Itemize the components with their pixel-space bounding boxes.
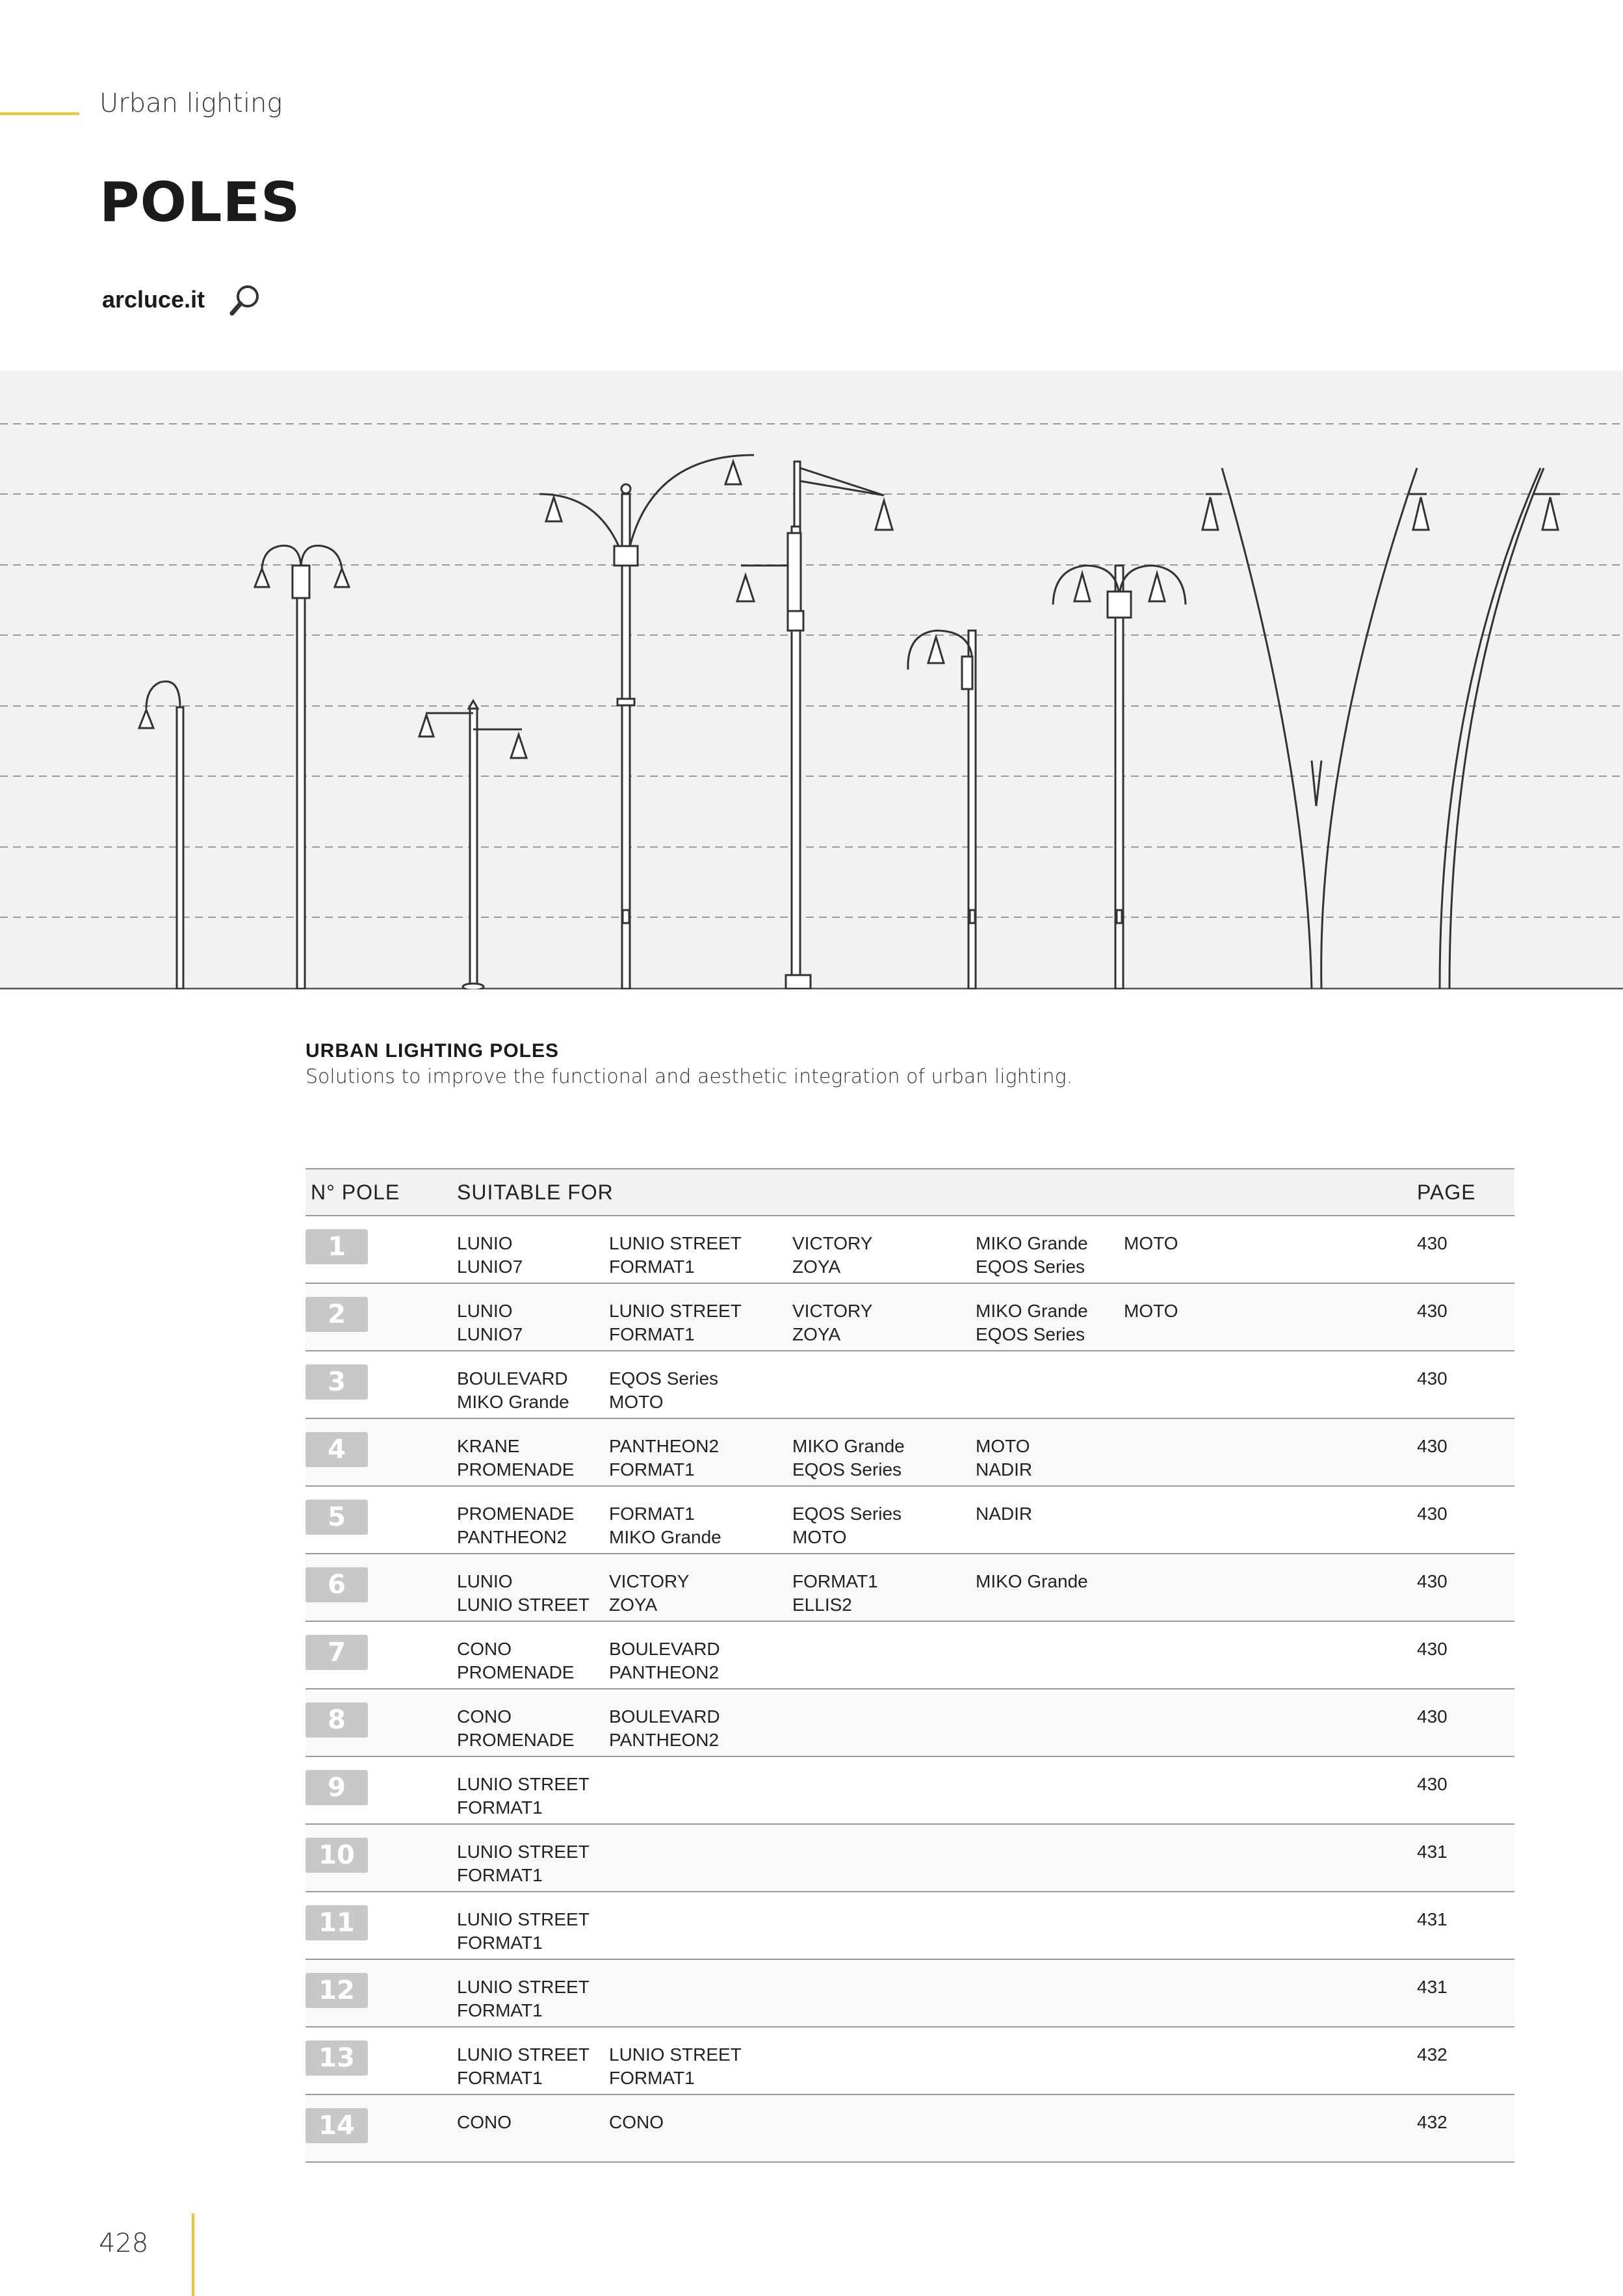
pole-number-cell [305, 1689, 452, 1756]
suitable-cell [792, 1418, 975, 1486]
product-name: FORMAT1 [457, 2068, 543, 2088]
product-name: BOULEVARD [457, 1368, 568, 1389]
product-name: MIKO Grande [976, 1301, 1088, 1321]
product-name: CONO [609, 2112, 664, 2132]
suitable-cell [608, 1554, 792, 1621]
suitable-cell [792, 1689, 975, 1756]
suitable-cell [792, 2094, 975, 2162]
product-name: LUNIO7 [457, 1257, 523, 1277]
product-name: FORMAT1 [609, 1459, 695, 1480]
pole-number-badge: 9 [305, 1770, 368, 1805]
product-name: VICTORY [609, 1571, 690, 1591]
pole-number-badge: 1 [305, 1229, 368, 1264]
footer-accent-line [192, 2213, 194, 2296]
product-name: ZOYA [792, 1324, 841, 1344]
website-link[interactable]: arcluce.it [102, 286, 205, 313]
product-name: MIKO Grande [976, 1571, 1088, 1591]
suitable-cell [792, 1351, 975, 1418]
table-row [305, 1486, 1514, 1554]
intro-text: Solutions to improve the functional and aesthetic integration of urban lighting. [305, 1065, 1073, 1088]
pole-number-cell [305, 1621, 452, 1689]
page-title: POLES [99, 170, 301, 234]
pole-number-badge: 2 [305, 1297, 368, 1332]
product-name: NADIR [976, 1459, 1033, 1480]
pole-number-badge: 7 [305, 1635, 368, 1670]
suitable-cell [452, 2027, 608, 2094]
suitable-cell [792, 1621, 975, 1689]
suitable-cell [608, 1824, 792, 1892]
suitable-cell [975, 1824, 1123, 1892]
product-name: CONO [457, 1706, 512, 1727]
page-cell: 431 [1417, 1977, 1448, 1997]
product-name: MIKO Grande [609, 1527, 721, 1547]
table-row [305, 1216, 1514, 1283]
product-name: MOTO [1124, 1301, 1178, 1321]
suitable-cell [975, 1554, 1123, 1621]
pole-number-cell [305, 1418, 452, 1486]
pole-number-cell [305, 1554, 452, 1621]
page-cell: 430 [1417, 1774, 1448, 1794]
suitable-cell [1123, 2027, 1417, 2094]
product-name: EQOS Series [976, 1257, 1085, 1277]
product-name: LUNIO [457, 1571, 513, 1591]
pole-number-cell [305, 1486, 452, 1554]
page-number: 428 [99, 2228, 149, 2258]
product-name: PANTHEON2 [609, 1436, 720, 1456]
suitable-cell [1123, 1554, 1417, 1621]
table-row [305, 2094, 1514, 2162]
suitable-cell [452, 1216, 608, 1283]
table-header-row [305, 1169, 1514, 1216]
page-cell: 430 [1417, 1233, 1448, 1253]
suitable-cell [1123, 1486, 1417, 1554]
suitable-cell [452, 1756, 608, 1824]
pole-number-badge: 5 [305, 1500, 368, 1535]
product-name: PANTHEON2 [609, 1662, 720, 1682]
suitable-cell [608, 1689, 792, 1756]
product-name: FORMAT1 [609, 1257, 695, 1277]
suitable-cell [608, 1418, 792, 1486]
pole-number-cell [305, 1824, 452, 1892]
product-name: LUNIO STREET [609, 1301, 742, 1321]
header-accent-line [0, 112, 79, 115]
product-name: CONO [457, 2112, 512, 2132]
suitable-cell [608, 1959, 792, 2027]
header-suitable: SUITABLE FOR [457, 1180, 614, 1204]
suitable-cell [792, 2027, 975, 2094]
pole-number-cell [305, 2094, 452, 2162]
suitable-cell [792, 1554, 975, 1621]
suitable-cell [608, 2027, 792, 2094]
suitable-cell [975, 1351, 1123, 1418]
suitable-cell [792, 1959, 975, 2027]
suitable-cell [792, 1283, 975, 1351]
pole-number-cell [305, 1351, 452, 1418]
product-name: FORMAT1 [609, 2068, 695, 2088]
pole-number-cell [305, 2027, 452, 2094]
pole-number-cell [305, 1216, 452, 1283]
suitable-cell [792, 1892, 975, 1959]
suitable-cell [608, 1892, 792, 1959]
product-name: MOTO [1124, 1233, 1178, 1253]
pole-number-badge: 10 [305, 1838, 368, 1873]
suitable-cell [1123, 1283, 1417, 1351]
pole-number-badge: 3 [305, 1364, 368, 1400]
page-cell: 431 [1417, 1909, 1448, 1929]
pole-number-cell [305, 1892, 452, 1959]
product-name: ZOYA [792, 1257, 841, 1277]
poles-illustration [0, 371, 1623, 989]
suitable-cell [608, 2094, 792, 2162]
suitable-cell [452, 1892, 608, 1959]
suitable-cell [1123, 1892, 1417, 1959]
page-cell: 430 [1417, 1571, 1448, 1591]
product-name: ZOYA [609, 1595, 658, 1615]
product-name: LUNIO STREET [457, 1909, 590, 1929]
suitable-cell [452, 2094, 608, 2162]
suitable-cell [1123, 1351, 1417, 1418]
table-row [305, 1824, 1514, 1892]
product-name: MIKO Grande [792, 1436, 905, 1456]
product-name: LUNIO STREET [457, 2044, 590, 2065]
suitable-cell [1123, 1216, 1417, 1283]
suitable-cell [452, 1554, 608, 1621]
suitable-cell [1123, 1418, 1417, 1486]
pole-number-badge: 13 [305, 2041, 368, 2076]
page-cell: 432 [1417, 2112, 1448, 2132]
product-name: LUNIO [457, 1233, 513, 1253]
suitable-cell [608, 1486, 792, 1554]
suitable-cell [975, 1689, 1123, 1756]
product-name: VICTORY [792, 1301, 873, 1321]
product-name: CONO [457, 1639, 512, 1659]
table-row [305, 1892, 1514, 1959]
pole-number-badge: 12 [305, 1973, 368, 2008]
suitable-cell [975, 2094, 1123, 2162]
suitable-cell [452, 1486, 608, 1554]
pole-number-badge: 11 [305, 1905, 368, 1940]
page-cell: 430 [1417, 1504, 1448, 1524]
table-row [305, 1689, 1514, 1756]
page-cell: 430 [1417, 1639, 1448, 1659]
product-name: LUNIO [457, 1301, 513, 1321]
suitable-cell [608, 1756, 792, 1824]
product-name: MOTO [792, 1527, 847, 1547]
product-name: EQOS Series [976, 1324, 1085, 1344]
product-name: PROMENADE [457, 1730, 575, 1750]
product-name: BOULEVARD [609, 1706, 720, 1727]
suitable-cell [452, 1418, 608, 1486]
product-name: FORMAT1 [609, 1504, 695, 1524]
page-cell: 430 [1417, 1706, 1448, 1727]
suitable-cell [792, 1216, 975, 1283]
suitable-cell [452, 1689, 608, 1756]
table-row [305, 1351, 1514, 1418]
table-row [305, 2027, 1514, 2094]
suitable-cell [975, 1486, 1123, 1554]
product-name: FORMAT1 [609, 1324, 695, 1344]
pole-number-badge: 8 [305, 1702, 368, 1738]
product-name: FORMAT1 [457, 1933, 543, 1953]
suitable-cell [1123, 1689, 1417, 1756]
suitable-cell [1123, 1621, 1417, 1689]
suitable-cell [608, 1621, 792, 1689]
product-name: FORMAT1 [792, 1571, 878, 1591]
suitable-cell [792, 1756, 975, 1824]
suitable-cell [608, 1216, 792, 1283]
suitable-cell [452, 1959, 608, 2027]
product-name: KRANE [457, 1436, 520, 1456]
suitable-cell [1123, 1756, 1417, 1824]
page-cell: 432 [1417, 2044, 1448, 2065]
table-row [305, 1959, 1514, 2027]
pole-number-badge: 6 [305, 1567, 368, 1602]
product-name: FORMAT1 [457, 1865, 543, 1885]
pole-number-badge: 4 [305, 1432, 368, 1467]
product-name: EQOS Series [609, 1368, 719, 1389]
suitable-cell [975, 1756, 1123, 1824]
product-name: PANTHEON2 [457, 1527, 567, 1547]
product-name: PROMENADE [457, 1662, 575, 1682]
suitable-cell [1123, 2094, 1417, 2162]
intro-title: URBAN LIGHTING POLES [305, 1040, 560, 1062]
page-cell: 430 [1417, 1368, 1448, 1389]
product-name: NADIR [976, 1504, 1033, 1524]
section-label: Urban lighting [99, 88, 283, 118]
page-cell: 430 [1417, 1301, 1448, 1321]
poles-table [305, 1168, 1514, 2163]
suitable-cell [608, 1283, 792, 1351]
suitable-cell [975, 1621, 1123, 1689]
suitable-cell [452, 1283, 608, 1351]
header-page: PAGE [1417, 1180, 1476, 1204]
product-name: ELLIS2 [792, 1595, 852, 1615]
suitable-cell [792, 1486, 975, 1554]
product-name: LUNIO STREET [457, 1977, 590, 1997]
product-name: LUNIO STREET [457, 1774, 590, 1794]
header-pole: N° POLE [311, 1180, 400, 1204]
pole-number-cell [305, 1959, 452, 2027]
product-name: PROMENADE [457, 1459, 575, 1480]
suitable-cell [975, 1283, 1123, 1351]
table-row [305, 1554, 1514, 1621]
table-row [305, 1621, 1514, 1689]
suitable-cell [792, 1824, 975, 1892]
product-name: LUNIO STREET [609, 1233, 742, 1253]
suitable-cell [1123, 1959, 1417, 2027]
suitable-cell [452, 1621, 608, 1689]
product-name: MIKO Grande [976, 1233, 1088, 1253]
search-icon[interactable] [229, 283, 261, 317]
suitable-cell [452, 1351, 608, 1418]
page-cell: 431 [1417, 1842, 1448, 1862]
pole-number-cell [305, 1283, 452, 1351]
product-name: PANTHEON2 [609, 1730, 720, 1750]
product-name: LUNIO STREET [457, 1595, 590, 1615]
product-name: PROMENADE [457, 1504, 575, 1524]
suitable-cell [608, 1351, 792, 1418]
product-name: MIKO Grande [457, 1392, 569, 1412]
pole-number-badge: 14 [305, 2108, 368, 2143]
suitable-cell [975, 1959, 1123, 2027]
product-name: MOTO [976, 1436, 1030, 1456]
suitable-cell [452, 1824, 608, 1892]
suitable-cell [1123, 1824, 1417, 1892]
suitable-cell [975, 1892, 1123, 1959]
suitable-cell [975, 1216, 1123, 1283]
product-name: VICTORY [792, 1233, 873, 1253]
product-name: BOULEVARD [609, 1639, 720, 1659]
table-row [305, 1756, 1514, 1824]
product-name: MOTO [609, 1392, 664, 1412]
product-name: LUNIO STREET [457, 1842, 590, 1862]
product-name: FORMAT1 [457, 2000, 543, 2020]
table-row [305, 1283, 1514, 1351]
product-name: LUNIO STREET [609, 2044, 742, 2065]
suitable-cell [975, 2027, 1123, 2094]
suitable-cell [975, 1418, 1123, 1486]
product-name: EQOS Series [792, 1504, 902, 1524]
product-name: LUNIO7 [457, 1324, 523, 1344]
table-row [305, 1418, 1514, 1486]
product-name: EQOS Series [792, 1459, 902, 1480]
page-cell: 430 [1417, 1436, 1448, 1456]
product-name: FORMAT1 [457, 1797, 543, 1818]
pole-number-cell [305, 1756, 452, 1824]
